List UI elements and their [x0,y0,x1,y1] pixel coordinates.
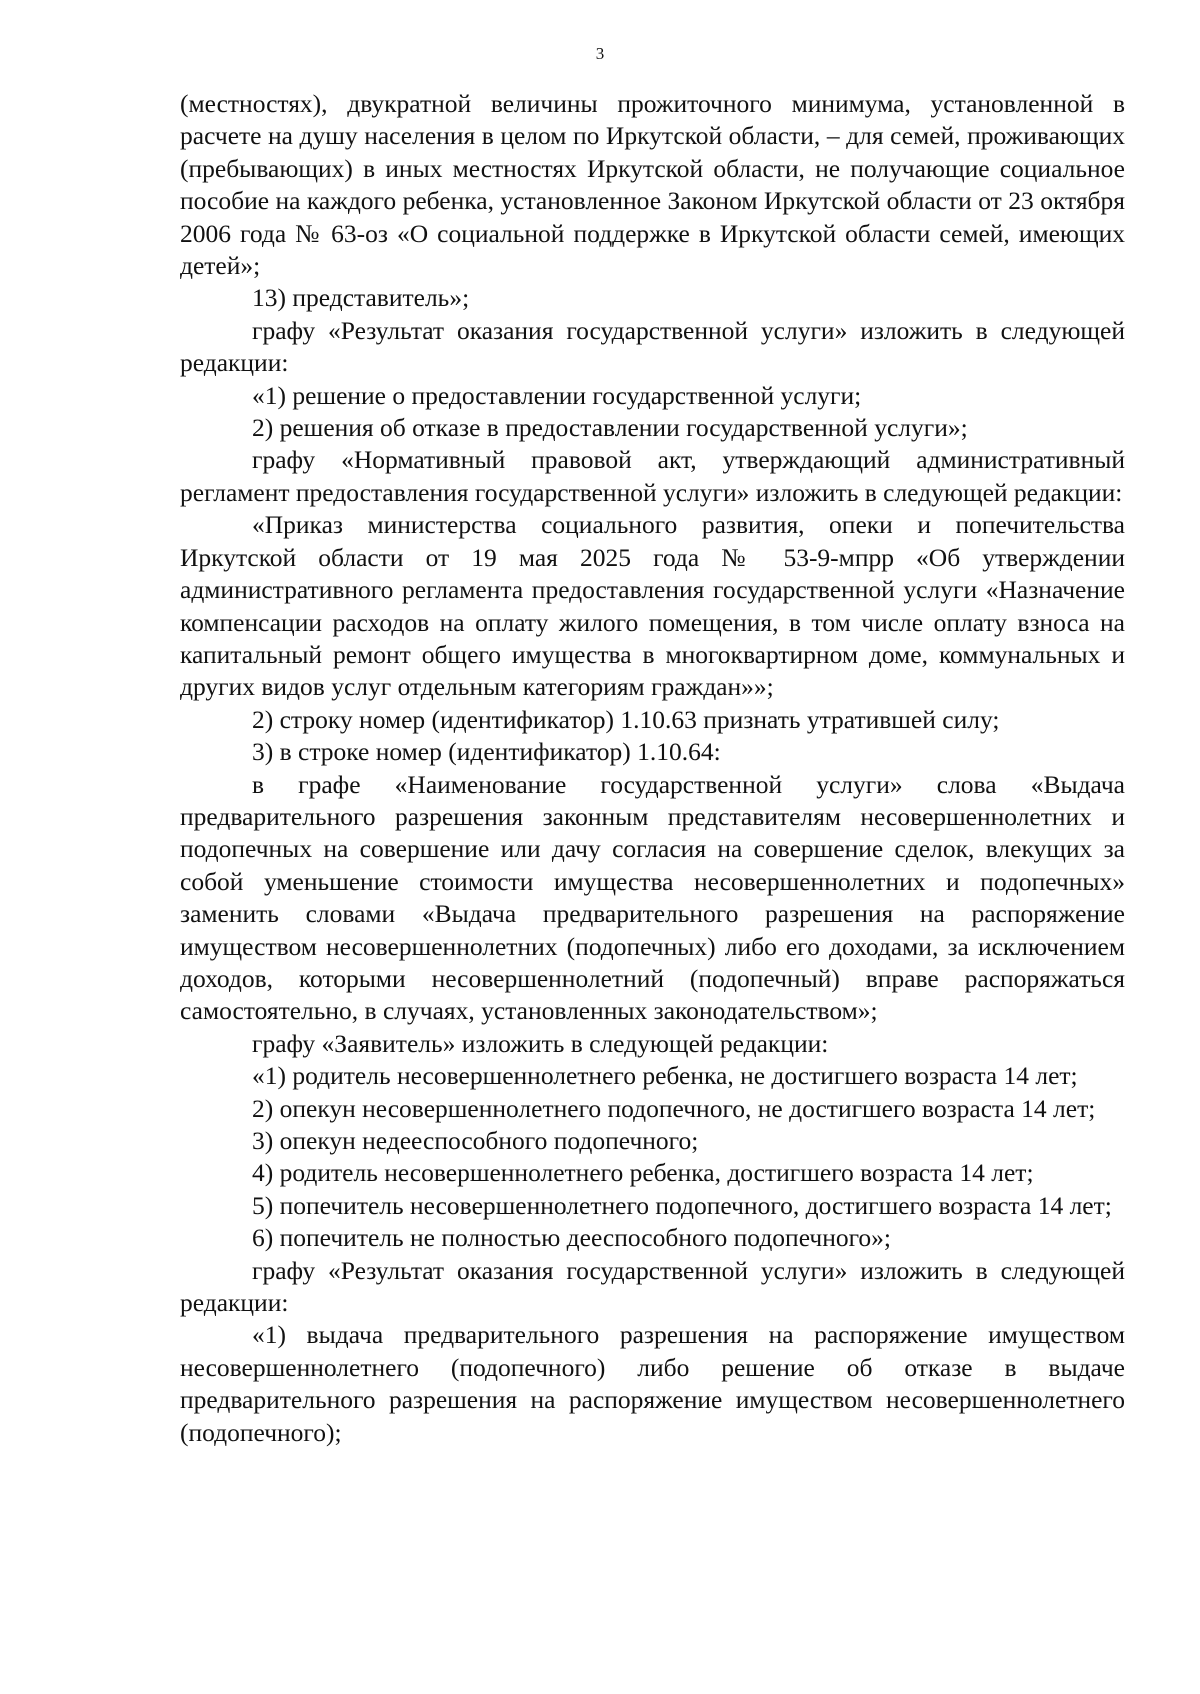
paragraph-result-item-2: 2) решения об отказе в предоставлении государственной услуги»; [252,413,968,443]
paragraph-service-name-column: в графе «Наименование государственной услуги» слова «Выдача предварительного разрешения законным представителям несовершеннолетних и подопечных на совершение или дачу согласия на совершение сделок, влекущих за собой уменьшение стоимости имущества несовершеннолетних и подопечных» заменить словами «Выдача предварительного разрешения на распоряжение имуществом несовершеннолетних (подопечных) либо его доходами, за исключением доходов, которыми несовершеннолетний (подопечный) вправе распоряжаться самостоятельно, в случаях, установленных законодательством»; [180,769,1125,1026]
paragraph-applicant-item-5: 5) попечитель несовершеннолетнего подопечного, достигшего возраста 14 лет; [252,1190,1112,1220]
paragraph-result-item-1: «1) решение о предоставлении государственной услуги; [252,380,862,410]
paragraph-applicant-item-1: «1) родитель несовершеннолетнего ребенка, не достигшего возраста 14 лет; [252,1061,1078,1091]
paragraph-result-column-2: графу «Результат оказания государственной услуги» изложить в следующей редакции: [180,1255,1125,1318]
page-number: 3 [595,44,605,63]
paragraph-item-13: 13) представитель»; [252,283,470,313]
paragraph-applicant-item-4: 4) родитель несовершеннолетнего ребенка, достигшего возраста 14 лет; [252,1158,1034,1188]
paragraph-result-2-item-1: «1) выдача предварительного разрешения на распоряжение имуществом несовершеннолетнего (подопечного) либо решение об отказе в выдаче предварительного разрешения на распоряжение имуществом несовершеннолетнего (подопечного); [180,1320,1125,1447]
paragraph-item-2-invalid: 2) строку номер (идентификатор) 1.10.63 признать утратившей силу; [252,704,1000,734]
paragraph-item-3-row: 3) в строке номер (идентификатор) 1.10.64: [252,737,721,767]
paragraph-applicant-column: графу «Заявитель» изложить в следующей редакции: [252,1028,829,1058]
document-body [180,88,1125,1449]
paragraph-applicant-item-6: 6) попечитель не полностью дееспособного подопечного»; [252,1223,892,1253]
paragraph-legal-act-column: графу «Нормативный правовой акт, утверждающий административный регламент предоставления государственной услуги» изложить в следующей редакции: [180,445,1125,507]
paragraph-order-text: «Приказ министерства социального развития, опеки и попечительства Иркутской области от 19 мая 2025 года № 53-9-мпрр «Об утверждении административного регламента предоставления государственной услуги «Назначение компенсации расходов на оплату жилого помещения, в том числе оплату взноса на капитальный ремонт общего имущества в многоквартирном доме, коммунальных и других видов услуг отдельным категориям граждан»»; [180,510,1125,702]
paragraph-result-column: графу «Результат оказания государственной услуги» изложить в следующей редакции: [180,315,1125,378]
paragraph-applicant-item-3: 3) опекун недееспособного подопечного; [252,1126,699,1155]
paragraph-applicant-item-2: 2) опекун несовершеннолетнего подопечного, не достигшего возраста 14 лет; [252,1093,1096,1123]
paragraph-continuation: (местностях), двукратной величины прожиточного минимума, установленной в расчете на душу населения в целом по Иркутской области, – для семей, проживающих (пребывающих) в иных местностях Иркутской области, не получающие социальное пособие на каждого ребенка, установленное Законом Иркутской области от 23 октября 2006 года № 63-оз «О социальной поддержке в Иркутской области семей, имеющих детей»; [180,89,1125,281]
